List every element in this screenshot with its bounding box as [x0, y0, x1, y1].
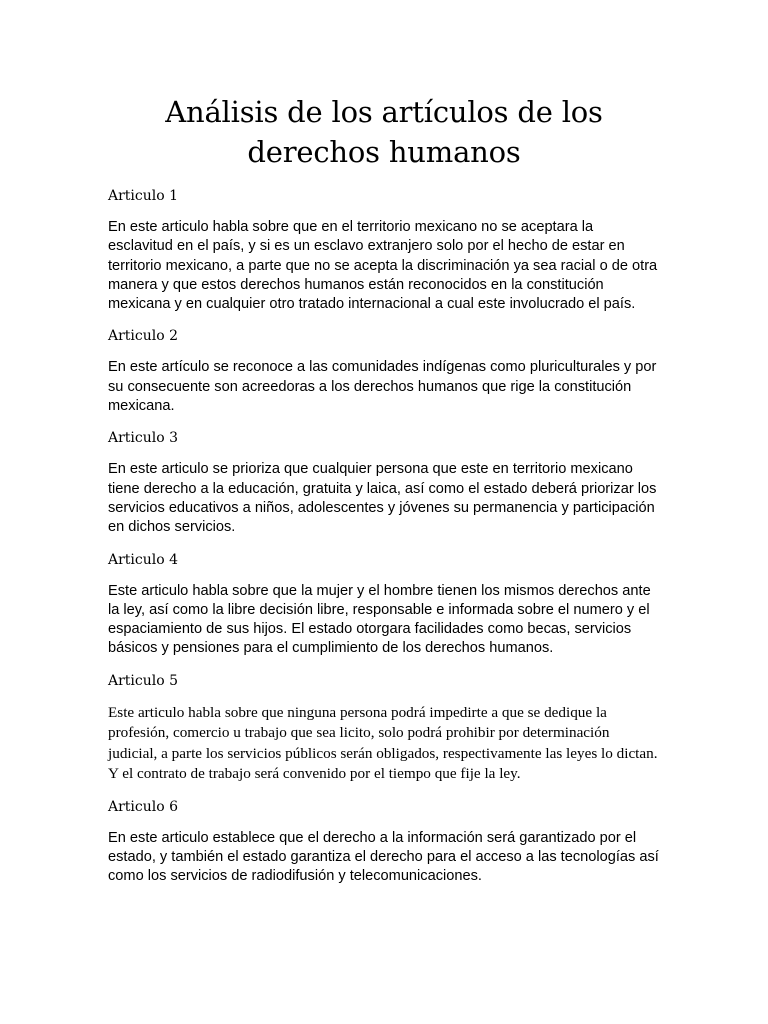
article-body: Este articulo habla sobre que ninguna persona podrá impedirte a que se dedique la profesión, comercio u trabajo que sea licito, solo podrá prohibir por determinación judicial, a parte los servicios públicos serán obligados, respectivamente las leyes lo dictan. Y el contrato de trabajo será convenido por el tiempo que fije la ley.	[108, 703, 658, 783]
document-title: Análisis de los artículos de los derechos humanos	[165, 95, 603, 169]
article-3	[108, 428, 660, 537]
article-heading: Articulo 3	[108, 430, 179, 447]
article-body: Este articulo habla sobre que la mujer y el hombre tienen los mismos derechos ante la ley, así como la libre decisión libre, responsable e informada sobre el numero y el espaciamiento de sus hijos. El estado otorgara facilidades como becas, servicios básicos y pensiones para el cumplimiento de los derechos humanos.	[108, 582, 651, 657]
article-body: En este articulo establece que el derecho a la información será garantizado por el estado, y también el estado garantiza el derecho para el acceso a las tecnologías así como los servicios de radiodifusión y telecomunicaciones.	[108, 829, 659, 885]
article-4	[108, 550, 660, 659]
article-body: En este articulo habla sobre que en el territorio mexicano no se aceptara la esclavitud en el país, y si es un esclavo extranjero solo por el hecho de estar en territorio mexicano, a parte que no se acepta la discriminación ya sea racial o de otra manera y que estos derechos humanos están reconocidos en la constitución mexicana y en cualquier otro tratado internacional a cual este involucrado el país.	[108, 219, 658, 313]
article-2	[108, 326, 660, 416]
article-6	[108, 797, 660, 887]
article-heading: Articulo 6	[108, 798, 179, 815]
article-heading: Articulo 1	[108, 188, 179, 204]
article-heading: Articulo 4	[108, 551, 179, 568]
article-1	[108, 186, 660, 314]
article-heading: Articulo 2	[108, 328, 179, 345]
article-heading: Articulo 5	[108, 672, 179, 689]
article-body: En este articulo se prioriza que cualquier persona que este en territorio mexicano tiene derecho a la educación, gratuita y laica, así como el estado deberá priorizar los servicios educativos a niños, adolescentes y jóvenes su permanencia y participación en dichos servicios.	[108, 461, 657, 536]
article-body: En este artículo se reconoce a las comunidades indígenas como pluriculturales y por su consecuente son acreedoras a los derechos humanos que rige la constitución mexicana.	[108, 359, 657, 415]
article-5	[108, 671, 660, 785]
